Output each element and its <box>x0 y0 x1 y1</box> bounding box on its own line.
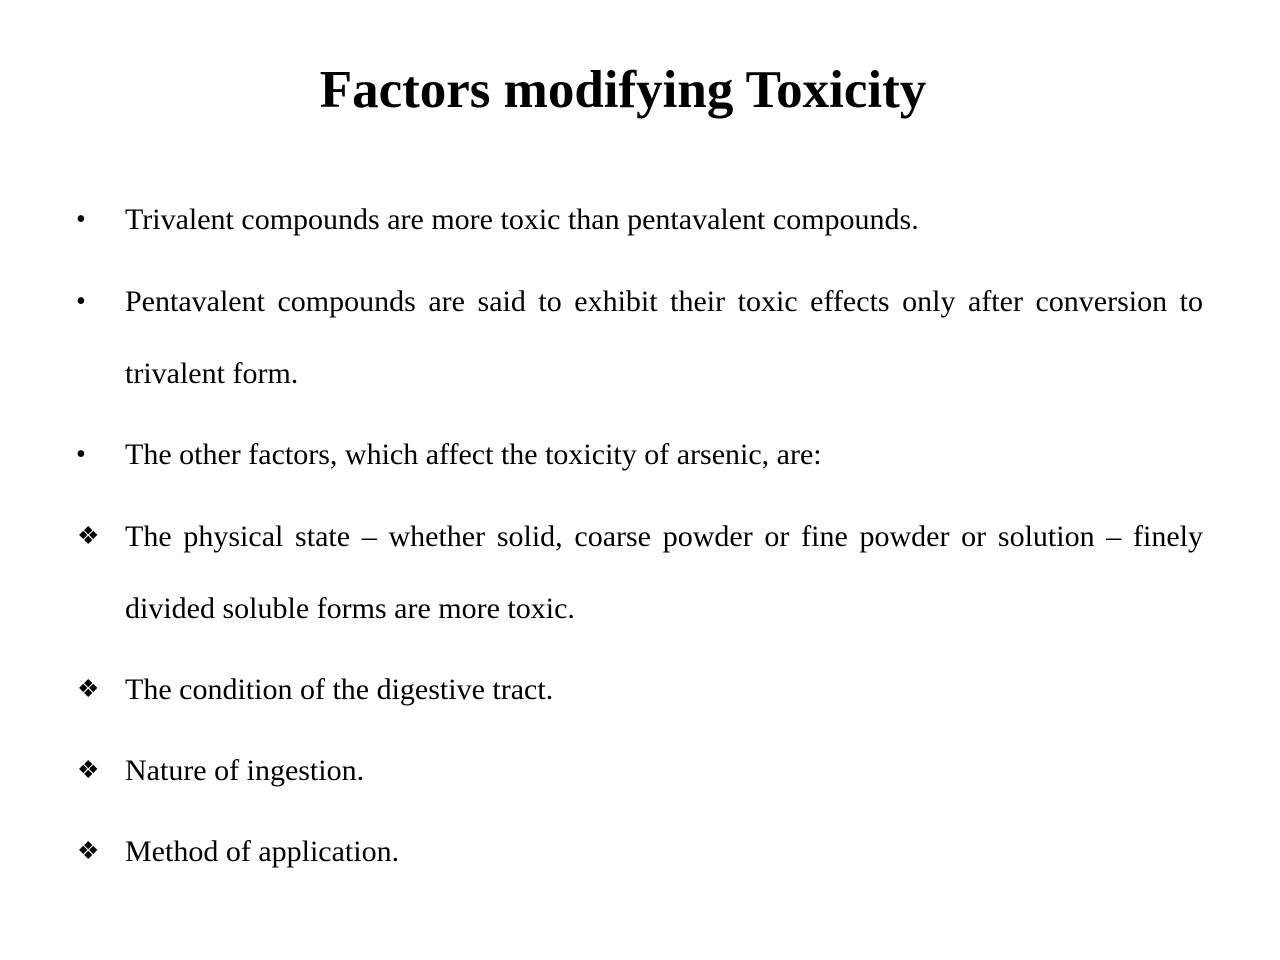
bullet-icon: • <box>76 439 86 470</box>
list-item-text: The physical state – whether solid, coarse powder or fine powder or solution – finely divided soluble forms are more toxic. <box>125 520 1203 625</box>
list-item-text: The condition of the digestive tract. <box>125 673 554 706</box>
bullet-icon: • <box>76 204 86 235</box>
list-item-text: Trivalent compounds are more toxic than pentavalent compounds. <box>125 203 919 236</box>
list-item-text: The other factors, which affect the toxicity of arsenic, are: <box>125 438 822 471</box>
diamond-bullet-icon: ❖ <box>77 676 100 703</box>
slide-title: Factors modifying Toxicity <box>319 61 927 119</box>
list-item-text: Pentavalent compounds are said to exhibit their toxic effects only after conversion to trivalent form. <box>125 285 1203 390</box>
diamond-bullet-icon: ❖ <box>77 757 100 784</box>
list-item-text: Method of application. <box>125 835 400 868</box>
diamond-bullet-icon: ❖ <box>77 838 100 865</box>
bullet-icon: • <box>76 286 86 317</box>
diamond-bullet-icon: ❖ <box>77 523 100 550</box>
list-item-text: Nature of ingestion. <box>125 754 365 787</box>
